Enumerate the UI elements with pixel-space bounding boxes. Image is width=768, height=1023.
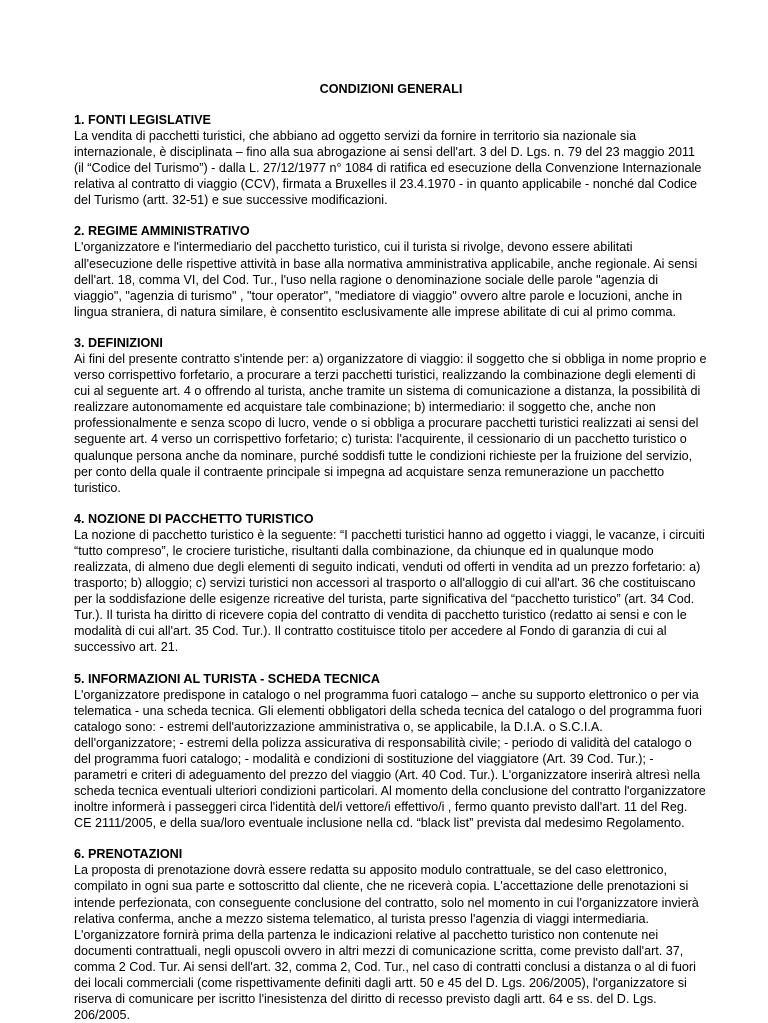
document-title: CONDIZIONI GENERALI xyxy=(319,82,463,96)
section-nozione-pacchetto xyxy=(74,511,708,656)
section-heading: 5. INFORMAZIONI AL TURISTA - SCHEDA TECNICA xyxy=(74,671,380,686)
section-heading: 2. REGIME AMMINISTRATIVO xyxy=(74,224,250,239)
section-regime-amministrativo xyxy=(74,223,708,319)
section-body: L'organizzatore predispone in catalogo o nel programma fuori catalogo – anche su supporto elettronico o per via telematica - una scheda tecnica. Gli elementi obbligatori della scheda tecnica del catalogo o del programma fuori catalogo sono: - estremi dell'autorizzazione amministrativa o, se applicabile, la D.I.A. o S.C.I.A. dell'organizzatore; - estremi della polizza assicurativa di responsabilità civile; - periodo di validità del catalogo o del programma fuori catalogo; - modalità e condizioni di sostituzione del viaggiatore (Art. 39 Cod. Tur.); - parametri e criteri di adeguamento del prezzo del viaggio (Art. 40 Cod. Tur.). L'organizzatore inserirà altresì nella scheda tecnica eventuali ulteriori condizioni particolari. Al momento della conclusione del contratto l'organizzatore inoltre informerà i passeggeri circa l'identità del/i vettore/i effettivo/i , fermo quanto previsto dall'art. 11 del Reg. CE 2111/2005, e della sua/loro eventuale inclusione nella cd. “black list” prevista dal medesimo Regolamento. xyxy=(74,687,706,831)
section-body: La nozione di pacchetto turistico è la seguente: “I pacchetti turistici hanno ad oggetto i viaggi, le vacanze, i circuiti “tutto compreso”, le crociere turistiche, risultanti dalla combinazione, da chiunque ed in qualunque modo realizzata, di almeno due degli elementi di seguito indicati, venduti od offerti in vendita ad un prezzo forfetario: a) trasporto; b) alloggio; c) servizi turistici non accessori al trasporto o all'alloggio di cui all'art. 36 che costituiscano per la soddisfazione delle esigenze ricreative del turista, parte significativa del “pacchetto turistico” (art. 34 Cod. Tur.). Il turista ha diritto di ricevere copia del contratto di vendita di pacchetto turistico (redatto ai sensi e con le modalità di cui all'art. 35 Cod. Tur.). Il contratto costituisce titolo per accedere al Fondo di garanzia di cui al successivo art. 21. xyxy=(74,527,705,655)
section-heading: 3. DEFINIZIONI xyxy=(74,335,163,350)
section-body: L'organizzatore e l'intermediario del pacchetto turistico, cui il turista si rivolge, devono essere abilitati all'esecuzione delle rispettive attività in base alla normativa amministrativa applicabile, anche regionale. Ai sensi dell'art. 18, comma VI, del Cod. Tur., l'uso nella ragione o denominazione sociale delle parole "agenzia di viaggio", "agenzia di turismo" , "tour operator", "mediatore di viaggio" ovvero altre parole e locuzioni, anche in lingua straniera, di natura similare, è consentito esclusivamente alle imprese abilitate di cui al primo comma. xyxy=(74,240,698,319)
section-informazioni-turista xyxy=(74,671,708,832)
section-body: La proposta di prenotazione dovrà essere redatta su apposito modulo contrattuale, se del caso elettronico, compilato in ogni sua parte e sottoscritto dal cliente, che ne riceverà copia. L'accettazione delle prenotazioni si intende perfezionata, con conseguente conclusione del contratto, solo nel momento in cui l'organizzatore invierà relativa conferma, anche a mezzo sistema telematico, al turista presso l'agenzia di viaggi intermediaria. L'organizzatore fornirà prima della partenza le indicazioni relative al pacchetto turistico non contenute nei documenti contrattuali, negli opuscoli ovvero in altri mezzi di comunicazione scritta, come previsto dall'art. 37, comma 2 Cod. Tur. Ai sensi dell'art. 32, comma 2, Cod. Tur., nel caso di contratti conclusi a distanza o al di fuori dei locali commerciali (come rispettivamente definiti dagli artt. 50 e 45 del D. Lgs. 206/2005), l'organizzatore si riserva di comunicare per iscritto l'inesistenza del diritto di recesso previsto dagli artt. 64 e ss. del D. Lgs. 206/2005. xyxy=(74,863,699,1023)
section-definizioni xyxy=(74,335,708,496)
section-prenotazioni xyxy=(74,846,708,1023)
section-body: Ai fini del presente contratto s'intende per: a) organizzatore di viaggio: il soggetto che si obbliga in nome proprio e verso corrispettivo forfetario, a procurare a terzi pacchetti turistici, realizzando la combinazione degli elementi di cui al seguente art. 4 o offrendo al turista, anche tramite un sistema di comunicazione a distanza, la possibilità di realizzare autonomamente ed acquistare tale combinazione; b) intermediario: il soggetto che, anche non professionalmente e senza scopo di lucro, vende o si obbliga a procurare pacchetti turistici realizzati ai sensi del seguente art. 4 verso un corrispettivo forfetario; c) turista: l'acquirente, il cessionario di un pacchetto turistico o qualunque persona anche da nominare, purché soddisfi tutte le condizioni richieste per la fruizione del servizio, per conto della quale il contraente principale si impegna ad acquistare senza remunerazione un pacchetto turistico. xyxy=(74,351,707,495)
section-heading: 6. PRENOTAZIONI xyxy=(74,847,183,862)
section-fonti-legislative xyxy=(74,112,708,208)
section-heading: 4. NOZIONE DI PACCHETTO TURISTICO xyxy=(74,511,314,526)
section-heading: 1. FONTI LEGISLATIVE xyxy=(74,113,211,127)
section-body: La vendita di pacchetti turistici, che abbiano ad oggetto servizi da fornire in territorio sia nazionale sia internazionale, è disciplinata – fino alla sua abrogazione ai sensi dell'art. 3 del D. Lgs. n. 79 del 23 maggio 2011 (il “Codice del Turismo”) - dalla L. 27/12/1977 n° 1084 di ratifica ed esecuzione della Convenzione Internazionale relativa al contratto di viaggio (CCV), firmata a Bruxelles il 23.4.1970 - in quanto applicabile - nonché dal Codice del Turismo (artt. 32-51) e sue successive modificazioni. xyxy=(74,129,702,208)
